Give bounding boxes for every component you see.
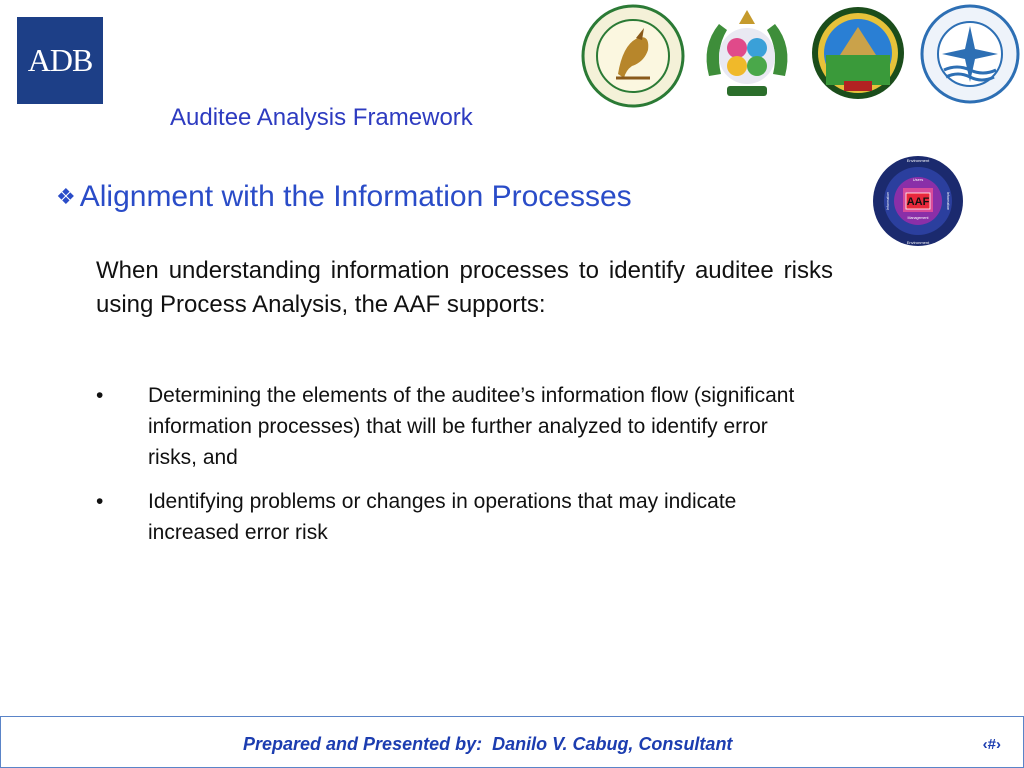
bullet-item: [96, 380, 816, 473]
slide-heading: [56, 180, 632, 214]
footer: [0, 716, 1024, 768]
government-emblem-icon: [697, 6, 797, 102]
aaf-diagram: [870, 155, 966, 252]
intro-paragraph: When understanding information processes to identify auditee risks using Process Analysis, the AAF supports:: [96, 257, 833, 318]
header-title: Auditee Analysis Framework: [170, 104, 473, 131]
aaf-ring-bottom-label: Environment: [906, 240, 930, 245]
page-number: ‹#›: [982, 736, 1001, 753]
bullet-text: Determining the elements of the auditee’s information flow (significant information processes) that will be further analyzed to identify error risks, and: [148, 384, 795, 469]
aaf-inner-top-label: Users: [912, 177, 924, 182]
diamond-bullet-icon: ❖: [56, 184, 76, 209]
aaf-left-label: Information: [886, 192, 890, 210]
slide-heading-text: Alignment with the Information Processes: [79, 180, 632, 213]
national-emblem-icon: [810, 3, 906, 103]
adb-logo: ADB: [17, 17, 103, 104]
bullet-item: [96, 486, 816, 548]
bullet-dot-icon: •: [96, 384, 104, 407]
ministry-seal-icon: [578, 4, 688, 108]
footer-credit: Prepared and Presented by: Danilo V. Cabug, Consultant: [243, 734, 733, 754]
aaf-inner-bottom-label: Management: [907, 216, 929, 220]
bullet-list: [96, 380, 816, 561]
aaf-ring-top-label: Environment: [906, 158, 930, 163]
audit-authority-emblem-icon: [920, 4, 1020, 104]
bullet-dot-icon: •: [96, 490, 104, 513]
aaf-right-label: Information: [946, 192, 950, 210]
bullet-text: Identifying problems or changes in operations that may indicate increased error risk: [148, 490, 737, 544]
aaf-center-label: AAF: [906, 196, 930, 208]
